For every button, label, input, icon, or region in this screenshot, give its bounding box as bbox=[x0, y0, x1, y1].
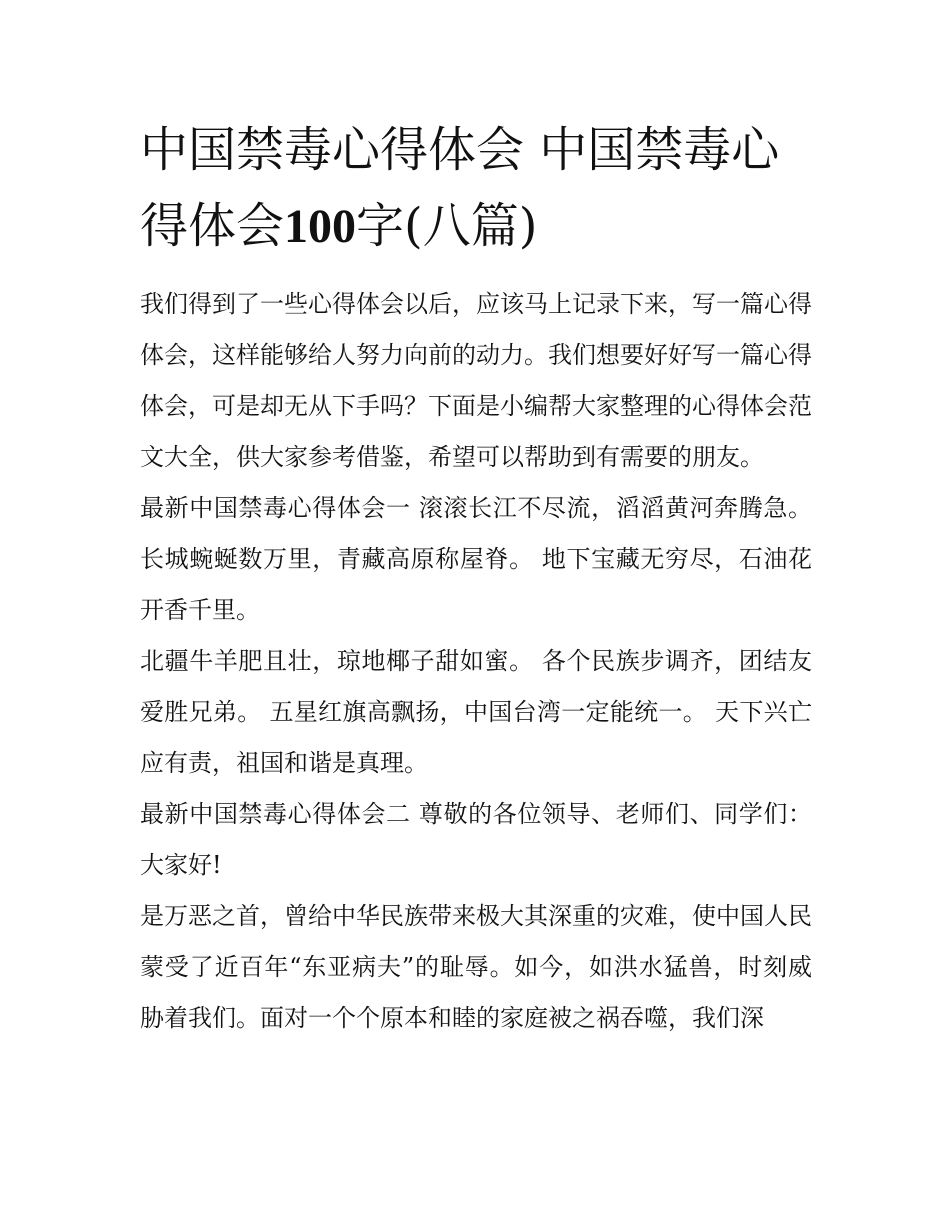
paragraph-section-two: 最新中国禁毒心得体会二 尊敬的各位领导、老师们、同学们： 大家好! bbox=[140, 800, 812, 879]
paragraph-section-one: 最新中国禁毒心得体会一 滚滚长江不尽流，滔滔黄河奔腾急。 长城蜿蜒数万里，青藏高原称屋脊。 地下宝藏无穷尽，石油花开香千里。 bbox=[140, 494, 812, 624]
title-number: 100 bbox=[284, 200, 357, 253]
paragraph-intro: 我们得到了一些心得体会以后，应该马上记录下来，写一篇心得体会，这样能够给人努力向前的动力。我们想要好好写一篇心得体会，可是却无从下手吗？下面是小编帮大家整理的心得体会范文大全，供大家参考借鉴，希望可以帮助到有需要的朋友。 bbox=[140, 290, 812, 471]
title-text-part1: 中国禁毒心得体会 中国禁毒心得体会 bbox=[140, 122, 780, 254]
title-text-part2: 字(八篇) bbox=[356, 198, 538, 254]
paragraph-section-one-cont: 北疆牛羊肥且壮，琼地椰子甜如蜜。 各个民族步调齐，团结友爱胜兄弟。 五星红旗高飘扬，中国台湾一定能统一。 天下兴亡应有责，祖国和谐是真理。 bbox=[140, 647, 812, 777]
document-title bbox=[140, 112, 812, 265]
document-page bbox=[140, 112, 812, 1044]
paragraph-section-two-body: 是万恶之首，曾给中华民族带来极大其深重的灾难，使中国人民蒙受了近百年“东亚病夫”的耻辱。如今，如洪水猛兽，时刻威胁着我们。面对一个个原本和睦的家庭被之祸吞噬，我们深 bbox=[140, 902, 812, 1032]
